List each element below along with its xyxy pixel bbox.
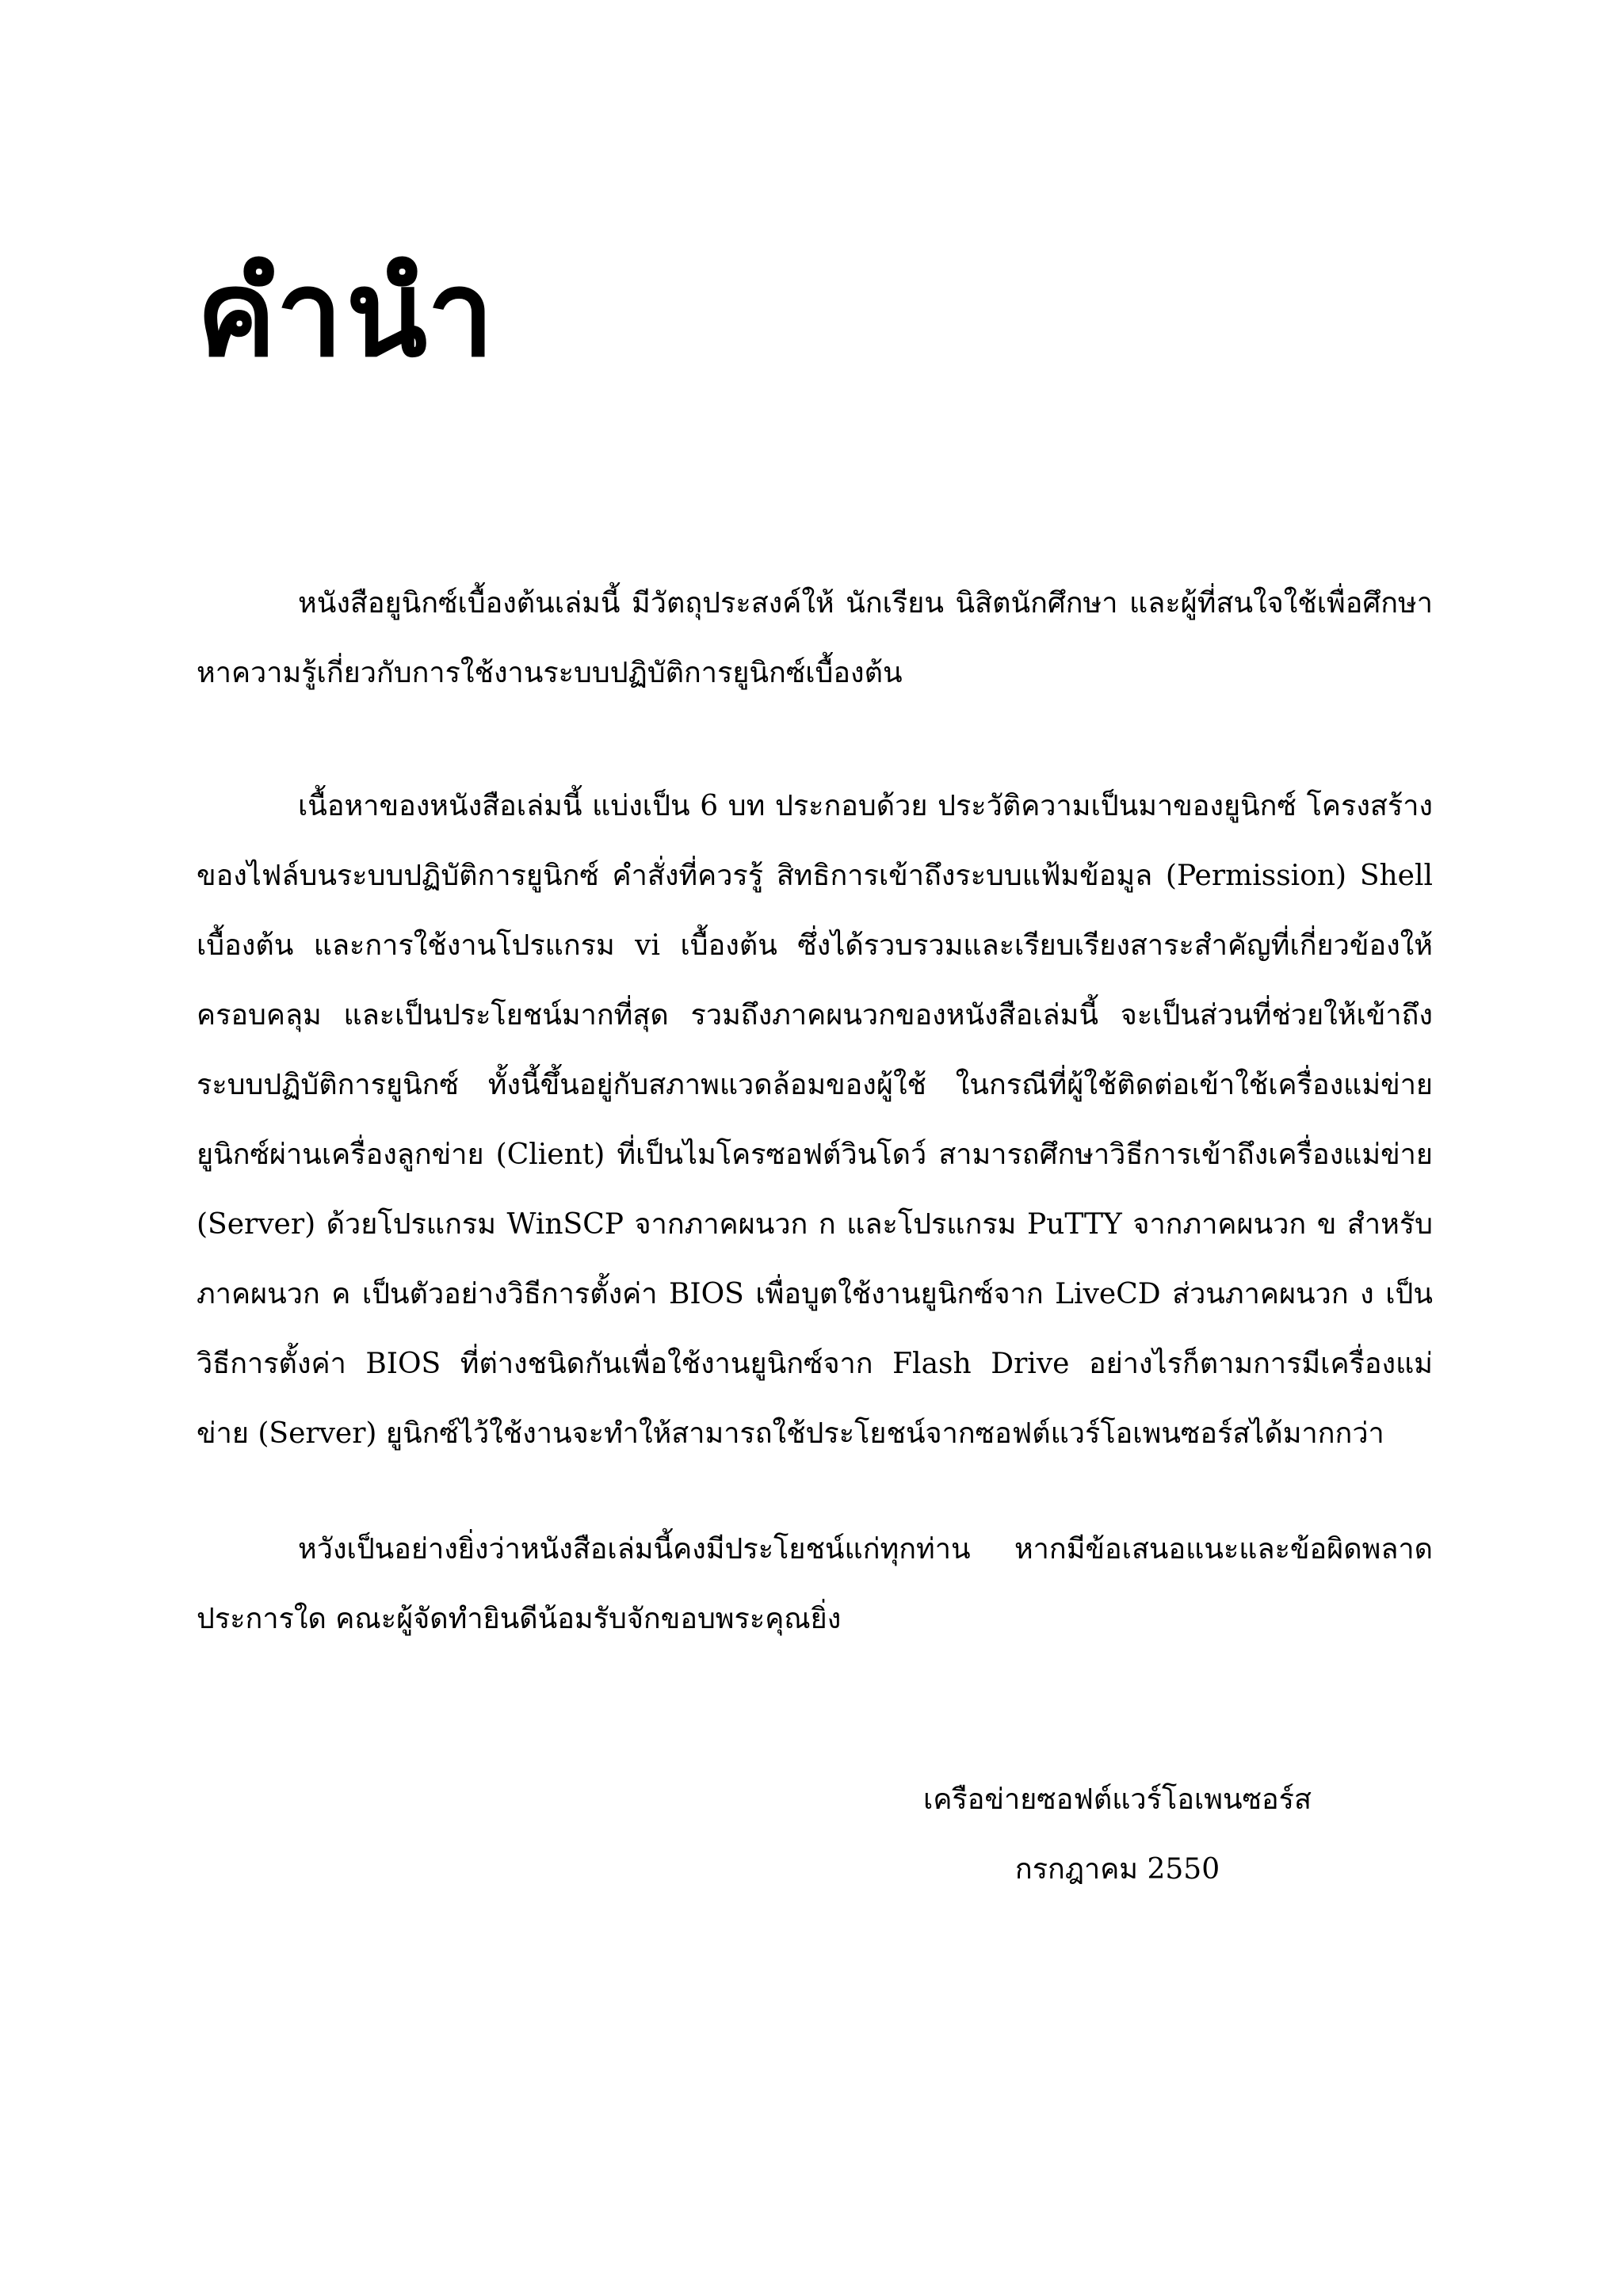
paragraph-contents: เนื้อหาของหนังสือเล่มนี้ แบ่งเป็น 6 บท ประกอบด้วย ประวัติความเป็นมาของยูนิกซ์ โครงสร้างของไฟล์บนระบบปฏิบัติการยูนิกซ์ คำสั่งที่ควรรู้ สิทธิการเข้าถึงระบบแฟ้มข้อมูล (Permission) Shell เบื้องต้น และการใช้งานโปรแกรม vi เบื้องต้น ซึ่งได้รวบรวมและเรียบเรียงสาระสำคัญที่เกี่ยวข้องให้ครอบคลุม และเป็นประโยชน์มากที่สุด รวมถึงภาคผนวกของหนังสือเล่มนี้ จะเป็นส่วนที่ช่วยให้เข้าถึงระบบปฏิบัติการยูนิกซ์ ทั้งนี้ขึ้นอยู่กับสภาพแวดล้อมของผู้ใช้ ในกรณีที่ผู้ใช้ติดต่อเข้าใช้เครื่องแม่ข่ายยูนิกซ์ผ่านเครื่องลูกข่าย (Client) ที่เป็นไมโครซอฟต์วินโดว์ สามารถศึกษาวิธีการเข้าถึงเครื่องแม่ข่าย (Server) ด้วยโปรแกรม WinSCP จากภาคผนวก ก และโปรแกรม PuTTY จากภาคผนวก ข สำหรับภาคผนวก ค เป็นตัวอย่างวิธีการตั้งค่า BIOS เพื่อบูตใช้งานยูนิกซ์จาก LiveCD ส่วนภาคผนวก ง เป็นวิธีการตั้งค่า BIOS ที่ต่างชนิดกันเพื่อใช้งานยูนิกซ์จาก Flash Drive อย่างไรก็ตามการมีเครื่องแม่ข่าย (Server) ยูนิกซ์ไว้ใช้งานจะทำให้สามารถใช้ประโยชน์จากซอฟต์แวร์โอเพนซอร์สได้มากกว่า xyxy=(197,790,1433,1450)
signature-organization: เครือข่ายซอฟต์แวร์โอเพนซอร์ส xyxy=(923,1783,1312,1816)
signature-date: กรกฎาคม 2550 xyxy=(1014,1853,1220,1886)
page-title: คำนำ xyxy=(197,246,498,383)
paragraph-closing: หวังเป็นอย่างยิ่งว่าหนังสือเล่มนี้คงมีประโยชน์แก่ทุกท่าน หากมีข้อเสนอแนะและข้อผิดพลาดประการใด คณะผู้จัดทำยินดีน้อมรับจักขอบพระคุณยิ่ง xyxy=(197,1533,1433,1635)
paragraph-purpose: หนังสือยูนิกซ์เบื้องต้นเล่มนี้ มีวัตถุประสงค์ให้ นักเรียน นิสิตนักศึกษา และผู้ที่สนใจใช้เพื่อศึกษาหาความรู้เกี่ยวกับการใช้งานระบบปฏิบัติการยูนิกซ์เบื้องต้น xyxy=(197,587,1433,689)
